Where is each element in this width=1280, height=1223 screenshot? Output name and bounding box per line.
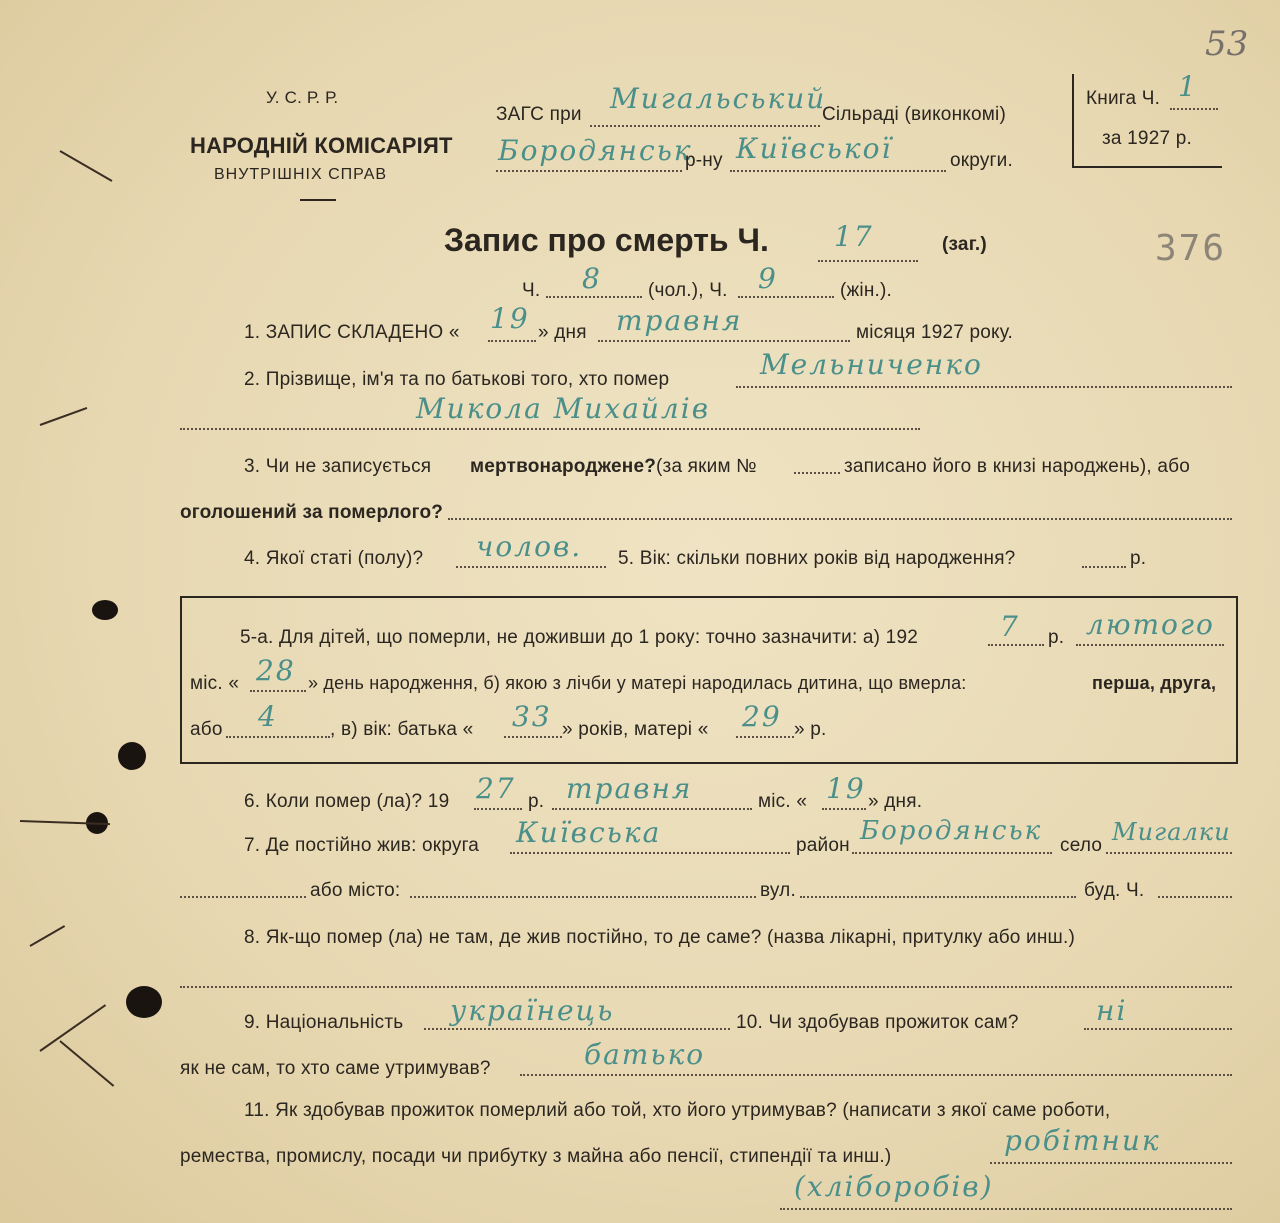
- field3-stillborn: мертвонароджене?: [470, 456, 657, 477]
- field4-sex-line: [456, 566, 606, 568]
- field1-day-line: [488, 340, 536, 342]
- field7-okruha-value: Київська: [516, 816, 662, 849]
- field5a-year-value: 7: [1000, 610, 1020, 643]
- field7-bud-label: буд. Ч.: [1084, 880, 1145, 901]
- book-year-label: за 1927 р.: [1102, 128, 1192, 149]
- field1-month-value: травня: [616, 304, 743, 337]
- field10-who-label: як не сам, то хто саме утримував?: [180, 1058, 491, 1079]
- field5a-day-value: 28: [256, 654, 296, 687]
- field11-value2: (хліборобів): [794, 1170, 994, 1203]
- internal-affairs-label: ВНУТРІШНІХ СПРАВ: [214, 166, 388, 183]
- field3-declared-dead: оголошений за померлого?: [180, 502, 444, 523]
- corner-mark: 53: [1205, 24, 1249, 64]
- field6-mis-label: міс. «: [758, 791, 808, 812]
- okruha-value: Київської: [736, 132, 893, 165]
- field5a-order-value: 4: [258, 700, 278, 733]
- field7-vul-line: [800, 896, 1076, 898]
- field11-line2-dots: [780, 1208, 1232, 1210]
- district-line: [496, 170, 682, 172]
- field5a-mother-line: [736, 736, 794, 738]
- field3-line1a: 3. Чи не записується: [244, 456, 432, 477]
- field5-label: 5. Вік: скільки повних років від народження?: [618, 548, 1016, 569]
- field7-rayon-label: район: [796, 835, 850, 856]
- field5a-order-line: [226, 736, 330, 738]
- field2-surname-line: [736, 386, 1232, 388]
- field9-label: 9. Національність: [244, 1012, 404, 1033]
- record-number-value: 17: [834, 220, 874, 253]
- zags-at-label: ЗАГС при: [496, 104, 582, 125]
- field7-rayon-line: [852, 852, 1052, 854]
- field7-rayon-value: Бородянськ: [860, 816, 1043, 846]
- female-count-line: [738, 296, 834, 298]
- field7-misto-label: або місто:: [310, 880, 401, 901]
- field3-line1c: (за яким №: [656, 456, 757, 477]
- paper-tear: [40, 407, 88, 426]
- book-label: Книга Ч.: [1086, 88, 1161, 109]
- field11-value1: робітник: [1004, 1124, 1161, 1157]
- field5a-month-line: [1076, 644, 1224, 646]
- paper-hole: [118, 742, 146, 770]
- field4-label: 4. Якої статі (полу)?: [244, 548, 424, 569]
- okruha-label: округи.: [950, 150, 1013, 171]
- field2-surname-value: Мельниченко: [760, 348, 983, 381]
- record-number-line: [818, 260, 918, 262]
- commissariat-label: НАРОДНІЙ КОМІСАРІЯТ: [190, 133, 453, 158]
- ussr-label: У. С. Р. Р.: [266, 88, 339, 107]
- field7-misto-line: [410, 896, 756, 898]
- field5a-month-value: лютого: [1086, 608, 1215, 641]
- field6-month-value: травня: [566, 772, 693, 805]
- field6-month-line: [552, 808, 752, 810]
- field5a-mis-label: міс. «: [190, 673, 240, 694]
- record-total-label: (заг.): [942, 234, 987, 255]
- field7-selo-label: село: [1060, 835, 1103, 856]
- field7-label: 7. Де постійно жив: округа: [244, 835, 480, 856]
- field6-year-value: 27: [476, 772, 516, 805]
- field1-year-text: місяця 1927 року.: [856, 322, 1014, 343]
- field7-okruha-line: [510, 852, 790, 854]
- field5a-father-value: 33: [512, 700, 552, 733]
- field6-day-value: 19: [826, 772, 866, 805]
- field7-selo-line: [1106, 852, 1232, 854]
- female-count-label: (жін.).: [840, 280, 893, 301]
- field3-number-line: [794, 472, 840, 474]
- paper-tear: [30, 925, 66, 947]
- field5-suffix: р.: [1130, 548, 1147, 569]
- paper-tear: [59, 1040, 114, 1087]
- record-title: Запис про смерть Ч.: [444, 222, 769, 258]
- okruha-line: [730, 170, 946, 172]
- field7-bud-line: [1158, 896, 1232, 898]
- field7-vul-label: вул.: [760, 880, 796, 901]
- field1-month-line: [598, 340, 850, 342]
- field5a-father-label: , в) вік: батька «: [330, 719, 474, 740]
- field10-value: ні: [1096, 994, 1128, 1027]
- field5a-abo-label: або: [190, 719, 223, 740]
- field2-name-line: [180, 428, 920, 430]
- field10-line: [1084, 1028, 1232, 1030]
- field3-declared-line: [448, 518, 1232, 520]
- field8-label: 8. Як-що помер (ла) не там, де жив постійно, то де саме? (назва лікарні, притулку або инш.): [244, 927, 1075, 948]
- field6-label: 6. Коли помер (ла)? 19: [244, 791, 450, 812]
- field11-line: [990, 1162, 1232, 1164]
- book-number-line: [1170, 108, 1218, 110]
- field5a-mother-value: 29: [742, 700, 782, 733]
- paper-tear: [39, 1004, 106, 1052]
- district-value: Бородянськ: [498, 134, 693, 167]
- male-count-prefix: Ч.: [522, 280, 541, 301]
- paper-hole: [92, 600, 118, 620]
- field1-label: 1. ЗАПИС СКЛАДЕНО «: [244, 322, 460, 343]
- field11-line2: ремества, промислу, посади чи прибутку з майна або пенсії, стипендії та инш.): [180, 1146, 892, 1167]
- field2-label: 2. Прізвище, ім'я та по батькові того, хто помер: [244, 369, 670, 390]
- field6-end: » дня.: [868, 791, 923, 812]
- field5a-birth-order-options: перша, друга,: [1092, 673, 1217, 693]
- field5a-end: » р.: [794, 719, 827, 740]
- field9-line: [424, 1028, 730, 1030]
- field11-line1: 11. Як здобував прожиток померлий або той, хто його утримував? (написати з якої саме роботи,: [244, 1100, 1111, 1121]
- book-number-value: 1: [1178, 70, 1198, 103]
- field5a-year-line: [988, 644, 1044, 646]
- field10-label: 10. Чи здобував прожиток сам?: [736, 1012, 1019, 1033]
- male-count-label: (чол.), Ч.: [648, 280, 728, 301]
- zags-council-label: Сільраді (виконкомі): [822, 104, 1006, 125]
- field5a-line1: 5-а. Для дітей, що померли, не доживши до 1 року: точно зазначити: а) 192: [240, 627, 918, 648]
- field7-pre-misto-line: [180, 896, 306, 898]
- field6-day-line: [822, 808, 866, 810]
- field9-value: українець: [450, 994, 615, 1027]
- field3-line1d: записано його в книзі народжень), або: [844, 456, 1190, 477]
- field7-selo-value: Мигалки: [1112, 818, 1231, 846]
- field10-who-value: батько: [584, 1038, 706, 1071]
- field6-year-line: [474, 808, 522, 810]
- district-label: р-ну: [685, 150, 723, 171]
- field5a-mother-label: » років, матері «: [562, 719, 709, 740]
- field2-name-value: Микола Михайлів: [416, 392, 711, 425]
- archive-stamp: 376: [1155, 228, 1227, 269]
- header-dash: [300, 199, 336, 201]
- male-count-line: [546, 296, 642, 298]
- field5a-day-line: [250, 690, 306, 692]
- field1-day-suffix: » дня: [538, 322, 587, 343]
- zags-village-line: [590, 125, 820, 127]
- field1-day-value: 19: [490, 302, 530, 335]
- male-count-value: 8: [582, 262, 602, 295]
- paper-hole: [126, 986, 162, 1018]
- female-count-value: 9: [758, 262, 778, 295]
- field10-who-line: [520, 1074, 1232, 1076]
- paper-tear: [60, 150, 113, 182]
- field5a-line2: » день народження, б) якою з лічби у матері народилась дитина, що вмерла:: [308, 673, 967, 693]
- field5a-year-suffix: р.: [1048, 627, 1065, 648]
- field6-year-suffix: р.: [528, 791, 545, 812]
- field5-age-line: [1082, 566, 1126, 568]
- field4-sex-value: чолов.: [476, 530, 583, 563]
- field5a-father-line: [504, 736, 562, 738]
- field8-line: [180, 986, 1232, 988]
- zags-village-value: Мигальський: [610, 82, 827, 115]
